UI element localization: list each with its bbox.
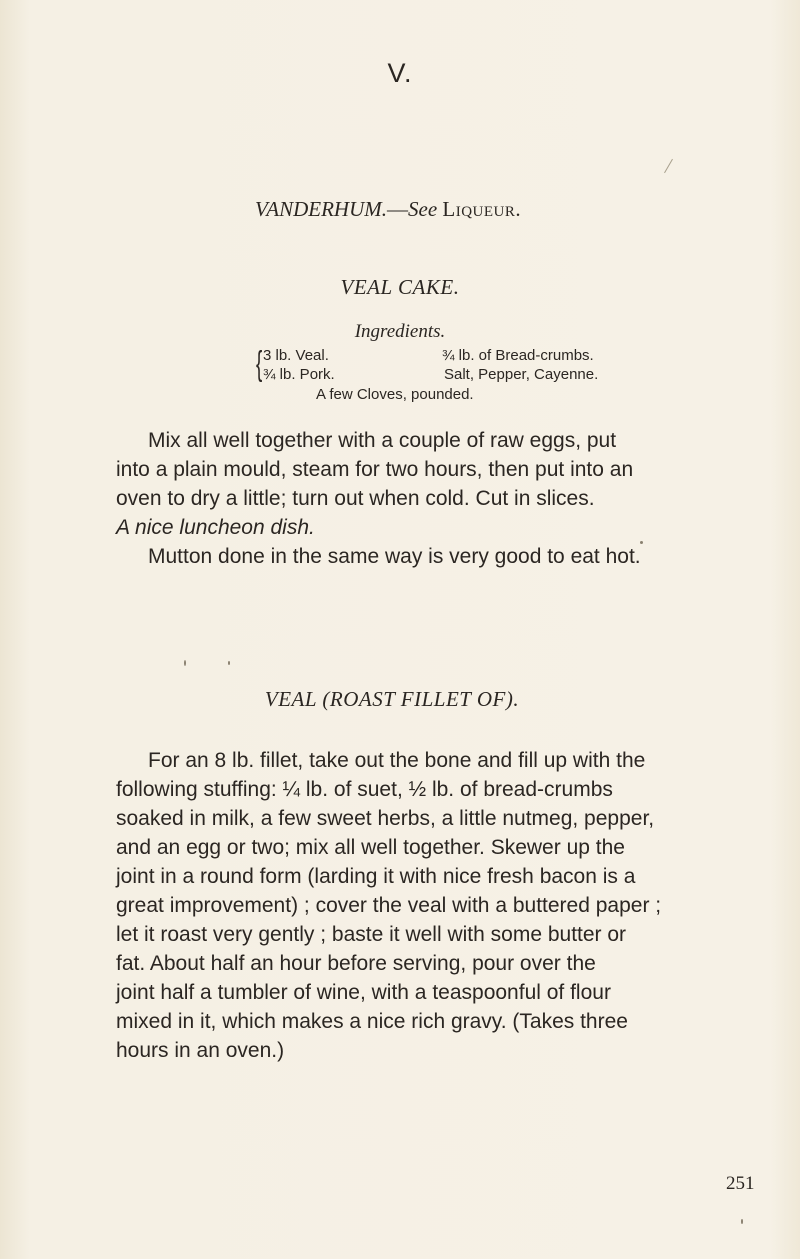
paragraph-line: following stuffing: ¼ lb. of suet, ½ lb. of bread-crumbs — [116, 778, 613, 801]
paper-speck — [184, 660, 186, 666]
recipe-title-veal-cake: VEAL CAKE. — [340, 275, 460, 299]
recipe-paragraph-veal-cake — [116, 426, 641, 571]
ingredient-left-2: ¾ lb. Pork. — [263, 366, 335, 383]
paragraph-line: great improvement) ; cover the veal with a buttered paper ; — [116, 894, 662, 917]
cross-reference — [255, 197, 521, 222]
paragraph-line: hours in an oven.) — [116, 1039, 285, 1062]
ingredient-bottom: A few Cloves, pounded. — [316, 386, 474, 403]
cross-reference-dash: — — [387, 197, 408, 221]
paragraph-line: fat. About half an hour before serving, pour over the — [116, 952, 596, 975]
cross-reference-see: See — [408, 197, 438, 221]
paragraph-line: soaked in milk, a few sweet herbs, a little nutmeg, pepper, — [116, 807, 655, 830]
paper-speck — [228, 661, 230, 665]
paragraph-line-mutton: Mutton done in the same way is very good to eat hot. — [148, 545, 641, 568]
paragraph-line: oven to dry a little; turn out when cold. Cut in slices. — [116, 487, 595, 510]
paragraph-line: and an egg or two; mix all well together. Skewer up the — [116, 836, 625, 859]
ingredient-right-2: Salt, Pepper, Cayenne. — [444, 366, 599, 383]
paper-speck — [640, 541, 643, 544]
page-number: 251 — [726, 1173, 755, 1194]
ingredient-left-1: 3 lb. Veal. — [263, 347, 329, 364]
paragraph-line: mixed in it, which makes a nice rich gravy. (Takes three — [116, 1010, 628, 1033]
cross-reference-target: Liqueur. — [442, 197, 522, 221]
paragraph-italic-line: A nice luncheon dish. — [116, 516, 315, 539]
paper-speck — [664, 159, 673, 173]
paragraph-line: For an 8 lb. fillet, take out the bone and fill up with the — [148, 749, 646, 772]
ingredients-heading: Ingredients. — [354, 321, 446, 342]
recipe-paragraph-veal-roast — [116, 746, 661, 1065]
section-letter-heading: V. — [387, 58, 413, 88]
paragraph-line: Mix all well together with a couple of raw eggs, put — [148, 429, 617, 452]
brace-mark: { — [256, 345, 263, 383]
ingredient-right-1: ¾ lb. of Bread-crumbs. — [442, 347, 594, 364]
cross-reference-term: VANDERHUM. — [255, 197, 387, 221]
paper-speck — [741, 1219, 743, 1224]
recipe-title-veal-roast-fillet: VEAL (ROAST FILLET OF). — [264, 687, 520, 711]
paragraph-line: let it roast very gently ; baste it well with some butter or — [116, 923, 627, 946]
paragraph-line: joint half a tumbler of wine, with a teaspoonful of flour — [116, 981, 611, 1004]
paragraph-line: joint in a round form (larding it with nice fresh bacon is a — [116, 865, 636, 888]
paragraph-line: into a plain mould, steam for two hours, then put into an — [116, 458, 634, 481]
